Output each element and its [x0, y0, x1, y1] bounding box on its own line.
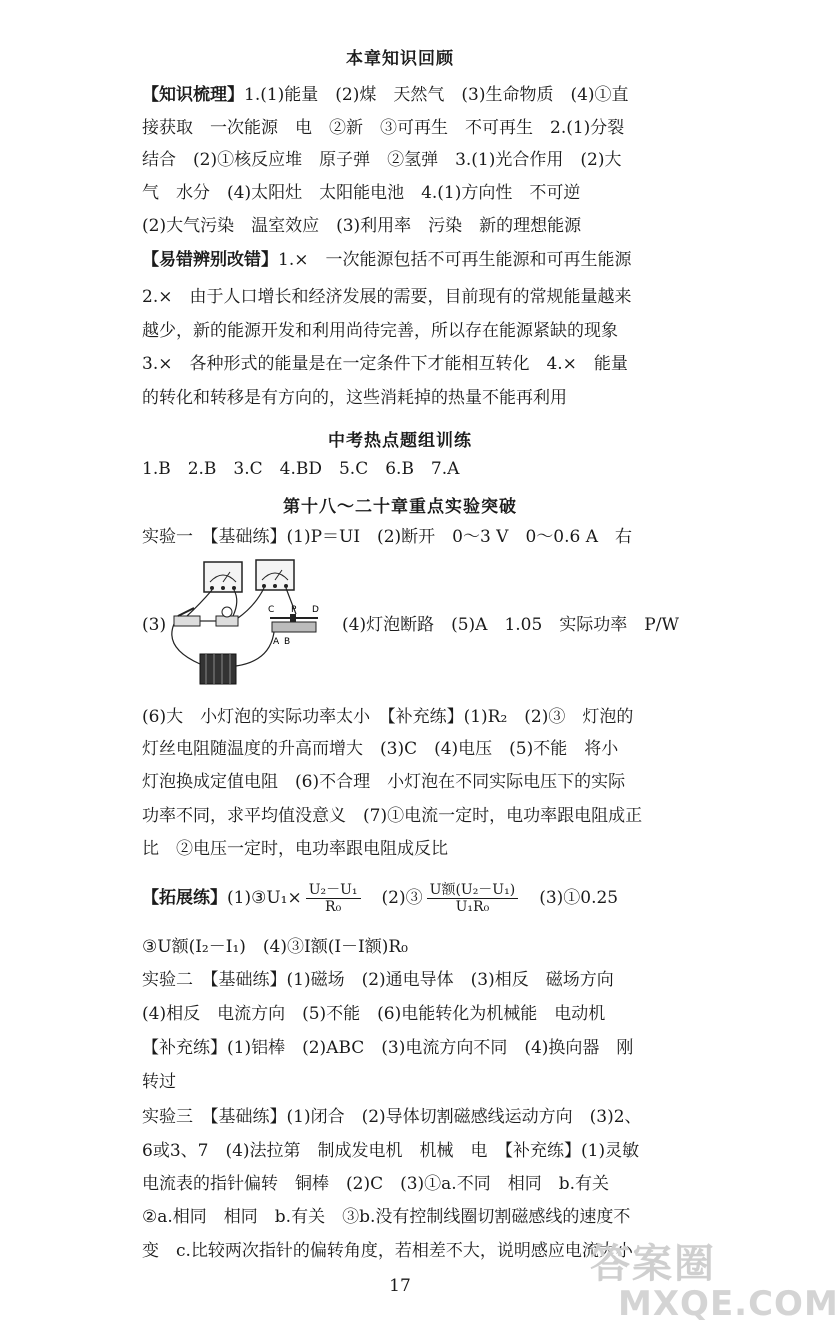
battery-icon: [200, 654, 236, 684]
section-title-experiments: 第十八～二十章重点实验突破: [283, 497, 517, 517]
text-line: 转过: [142, 1072, 176, 1092]
fraction: $\frac{\text{U额(U₂－U₁)}}{\text{U₁R₀}}$: [427, 882, 519, 915]
expansion-line: 【拓展练】(1)③U₁× $\frac{\text{U₂－U₁}}{\text{R₀}}$ (2)③ $\frac{\text{U额(U₂－U₁)}}{\text{U₁R₀}}$ (3)①0.25: [142, 882, 619, 915]
text-line: 电流表的指针偏转 铜棒 (2)C (3)①a.不同 相同 b.有关: [142, 1174, 609, 1194]
bulb-icon: [216, 607, 238, 626]
watermark-logo: 答案圈 MXQE.COM: [590, 1241, 839, 1324]
text-line: (4)灯泡断路 (5)A 1.05 实际功率 P/W: [342, 615, 679, 635]
text-line: 的转化和转移是有方向的，这些消耗掉的热量不能再利用: [142, 388, 567, 408]
fraction: $\frac{\text{U₂－U₁}}{\text{R₀}}$: [306, 882, 361, 915]
text-line: 灯丝电阻随温度的升高而增大 (3)C (4)电压 (5)不能 将小: [142, 739, 619, 759]
text-line: 【易错辨别改错】1.× 一次能源包括不可再生能源和可再生能源: [142, 250, 632, 270]
text-line: 【知识梳理】1.(1)能量 (2)煤 天然气 (3)生命物质 (4)①直: [142, 85, 629, 105]
ammeter-icon: [256, 560, 294, 590]
text-line: 实验三 【基础练】(1)闭合 (2)导体切割磁感线运动方向 (3)2、: [142, 1107, 642, 1127]
switch-icon: [174, 608, 200, 626]
item-label: (3): [142, 615, 167, 635]
text-line: 越少，新的能源开发和利用尚待完善，所以存在能源紧缺的现象: [142, 321, 618, 341]
text-line: ②a.相同 相同 b.有关 ③b.没有控制线圈切割磁感线的速度不: [142, 1207, 631, 1227]
label-b: B: [284, 637, 291, 647]
text-line: 灯泡换成定值电阻 (6)不合理 小灯泡在不同实际电压下的实际: [142, 772, 626, 792]
section-title-exam-practice: 中考热点题组训练: [328, 431, 472, 451]
rheostat-icon: [268, 605, 319, 647]
label-p: P: [291, 605, 297, 615]
text-line: 接获取 一次能源 电 ②新 ③可再生 不可再生 2.(1)分裂: [142, 118, 625, 138]
page-number: 17: [389, 1276, 411, 1296]
text-line: 6或3、7 (4)法拉第 制成发电机 机械 电 【补充练】(1)灵敏: [142, 1141, 640, 1161]
text-line: ③U额(I₂－I₁) (4)③I额(I－I额)R₀: [142, 937, 408, 957]
text-line: 气 水分 (4)太阳灶 太阳能电池 4.(1)方向性 不可逆: [142, 183, 581, 203]
text-line: (4)相反 电流方向 (5)不能 (6)电能转化为机械能 电动机: [142, 1004, 606, 1024]
label-c: C: [268, 605, 275, 615]
text-line: 【补充练】(1)铝棒 (2)ABC (3)电流方向不同 (4)换向器 刚: [142, 1038, 634, 1058]
label-d: D: [312, 605, 319, 615]
text-line: 结合 (2)①核反应堆 原子弹 ②氢弹 3.(1)光合作用 (2)大: [142, 150, 622, 170]
text-line: 比 ②电压一定时，电功率跟电阻成反比: [142, 839, 448, 859]
text-line: (2)大气污染 温室效应 (3)利用率 污染 新的理想能源: [142, 216, 582, 236]
text-line: 2.× 由于人口增长和经济发展的需要，目前现有的常规能量越来: [142, 287, 632, 307]
text-line: 变 c.比较两次指针的偏转角度，若相差不大，说明感应电流大小: [142, 1241, 633, 1261]
text-line: 3.× 各种形式的能量是在一定条件下才能相互转化 4.× 能量: [142, 354, 628, 374]
circuit-diagram: [160, 556, 330, 690]
voltmeter-icon: [204, 562, 242, 592]
label-a: A: [273, 637, 280, 647]
text-line: 实验二 【基础练】(1)磁场 (2)通电导体 (3)相反 磁场方向: [142, 970, 614, 990]
text-line: 功率不同，求平均值没意义 (7)①电流一定时，电功率跟电阻成正: [142, 806, 643, 826]
answer-line: 1.B 2.B 3.C 4.BD 5.C 6.B 7.A: [142, 459, 460, 479]
text-line: (6)大 小灯泡的实际功率太小 【补充练】(1)R₂ (2)③ 灯泡的: [142, 707, 634, 727]
text-line: 实验一 【基础练】(1)P＝UI (2)断开 0～3 V 0～0.6 A 右: [142, 527, 632, 547]
section-title-chapter-review: 本章知识回顾: [346, 49, 454, 69]
